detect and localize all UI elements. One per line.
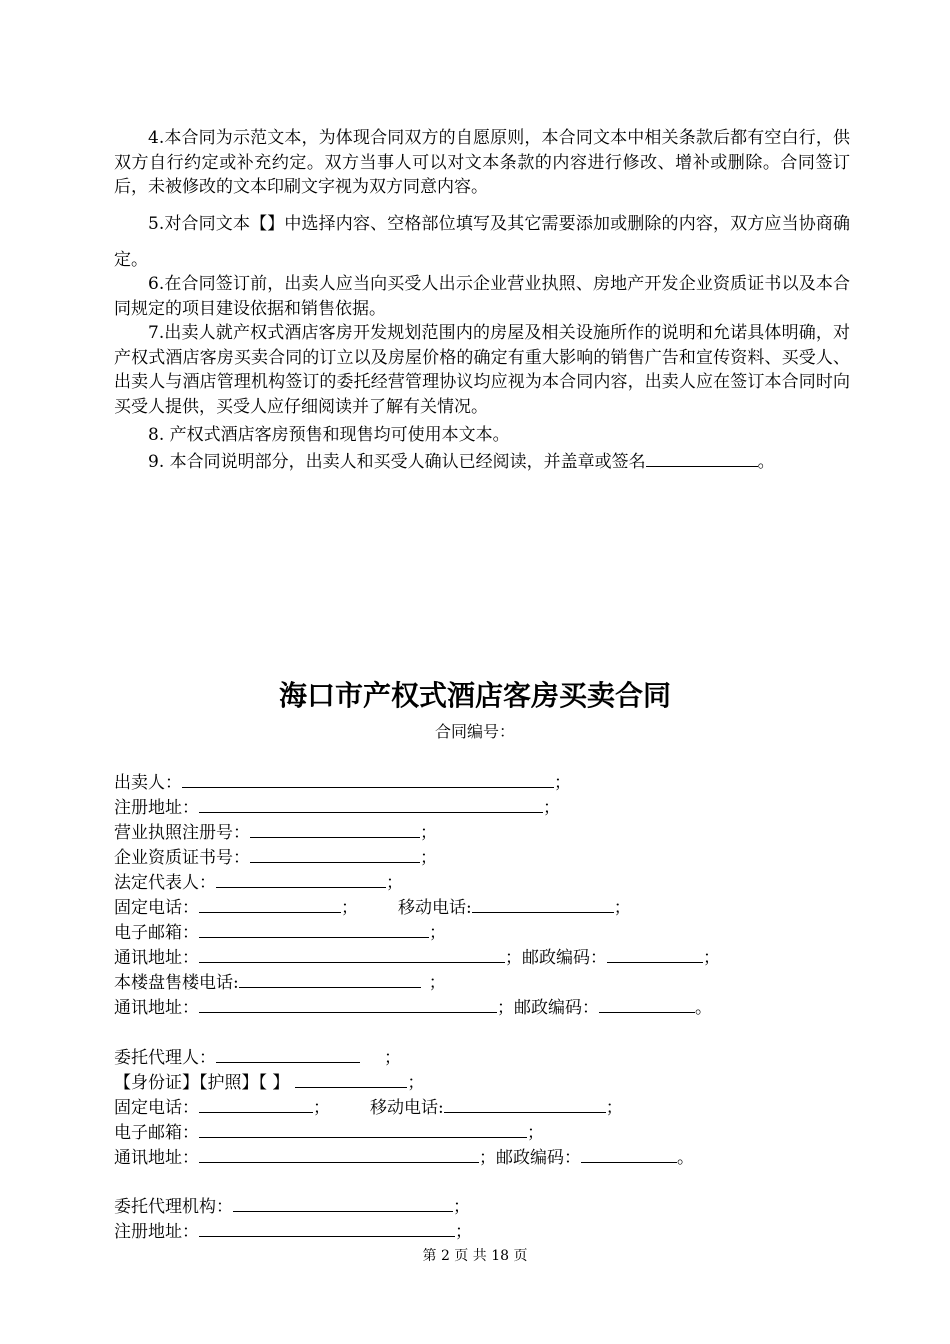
agent-postcode-field[interactable] bbox=[581, 1144, 677, 1163]
seller-mail-address-row: 通讯地址： ；邮政编码： ； bbox=[114, 944, 720, 970]
agent-email-field[interactable] bbox=[199, 1119, 527, 1138]
agency-name-row: 委托代理机构： ； bbox=[114, 1193, 470, 1219]
agent-landline-field[interactable] bbox=[199, 1094, 313, 1113]
clause-9 bbox=[114, 448, 850, 475]
agent-mobile-field[interactable] bbox=[444, 1094, 606, 1113]
clause-7: 7.出卖人就产权式酒店客房开发规划范围内的房屋及相关设施所作的说明和允诺具体明确，对产权式酒店客房买卖合同的订立以及房屋价格的确定有重大影响的销售广告和宣传资料、买受人、出卖人与酒店管理机构签订的委托经营管理协议均应视为本合同内容，出卖人应在签订本合同时向买受人提供，买受人应仔细阅读并了解有关情况。 bbox=[114, 323, 850, 417]
seller-landline-field[interactable] bbox=[199, 894, 341, 913]
agency-reg-address-row: 注册地址： ； bbox=[114, 1218, 472, 1244]
page-footer: 第 2 页 共 18 页 bbox=[422, 1248, 528, 1264]
seller-mail-address2-field[interactable] bbox=[199, 994, 497, 1013]
agent-mail-address-field[interactable] bbox=[199, 1144, 479, 1163]
agent-email-row: 电子邮箱： ； bbox=[114, 1119, 544, 1145]
seller-legal-rep-row: 法定代表人： ； bbox=[114, 869, 403, 895]
agent-id-field[interactable] bbox=[295, 1069, 407, 1088]
clause-9-text: 9. 本合同说明部分，出卖人和买受人确认已经阅读，并盖章或签名 bbox=[148, 452, 646, 472]
seller-qualification-field[interactable] bbox=[250, 844, 420, 863]
seller-sales-phone-row: 本楼盘售楼电话: ； bbox=[114, 969, 446, 995]
contract-number-label: 合同编号： bbox=[434, 722, 515, 741]
contract-title: 海口市产权式酒店客房买卖合同 bbox=[278, 679, 671, 712]
seller-postcode-field[interactable] bbox=[607, 944, 703, 963]
clause-5: 5.对合同文本【】中选择内容、空格部位填写及其它需要添加或删除的内容，双方应当协商确定。 bbox=[114, 214, 850, 270]
agent-mail-address-row: 通讯地址： ；邮政编码： 。 bbox=[114, 1144, 694, 1170]
seller-legal-rep-field[interactable] bbox=[216, 869, 386, 888]
seller-license-field[interactable] bbox=[250, 819, 420, 838]
seller-reg-address-field[interactable] bbox=[199, 794, 543, 813]
seller-mobile-field[interactable] bbox=[472, 894, 614, 913]
agency-reg-address-field[interactable] bbox=[199, 1218, 455, 1237]
agency-name-field[interactable] bbox=[233, 1193, 453, 1212]
seller-qualification-row: 企业资质证书号： ； bbox=[114, 844, 437, 870]
agent-name-row: 委托代理人： ； bbox=[114, 1044, 401, 1070]
clause-8: 8. 产权式酒店客房预售和现售均可使用本文本。 bbox=[148, 425, 510, 445]
agent-phone-row: 固定电话： ； 移动电话: ； bbox=[114, 1094, 623, 1120]
agent-id-row: 【身份证】【护照】【 】 ； bbox=[114, 1069, 424, 1095]
seller-mail-address2-row: 通讯地址： ；邮政编码： 。 bbox=[114, 994, 712, 1020]
clause-9-end: 。 bbox=[757, 452, 775, 472]
seller-reg-address-row: 注册地址： ； bbox=[114, 794, 560, 820]
seller-name-row: 出卖人： ； bbox=[114, 769, 571, 795]
clause-4: 4.本合同为示范文本，为体现合同双方的自愿原则，本合同文本中相关条款后都有空白行，供双方自行约定或补充约定。双方当事人可以对文本条款的内容进行修改、增补或删除。合同签订后，未被修改的文本印刷文字视为双方同意内容。 bbox=[114, 128, 850, 197]
seller-email-row: 电子邮箱： ； bbox=[114, 919, 446, 945]
clause-6: 6.在合同签订前，出卖人应当向买受人出示企业营业执照、房地产开发企业资质证书以及本合同规定的项目建设依据和销售依据。 bbox=[114, 274, 850, 319]
agent-name-field[interactable] bbox=[216, 1044, 360, 1063]
seller-email-field[interactable] bbox=[199, 919, 429, 938]
seller-license-row: 营业执照注册号： ； bbox=[114, 819, 437, 845]
agent-id-options[interactable]: 【身份证】【护照】【 】 bbox=[114, 1073, 290, 1093]
signature-blank[interactable] bbox=[646, 448, 758, 467]
seller-mail-address-field[interactable] bbox=[199, 944, 505, 963]
seller-postcode2-field[interactable] bbox=[599, 994, 695, 1013]
seller-name-field[interactable] bbox=[182, 769, 554, 788]
seller-phone-row: 固定电话： ； 移动电话: ； bbox=[114, 894, 631, 920]
seller-sales-phone-field[interactable] bbox=[239, 969, 421, 988]
